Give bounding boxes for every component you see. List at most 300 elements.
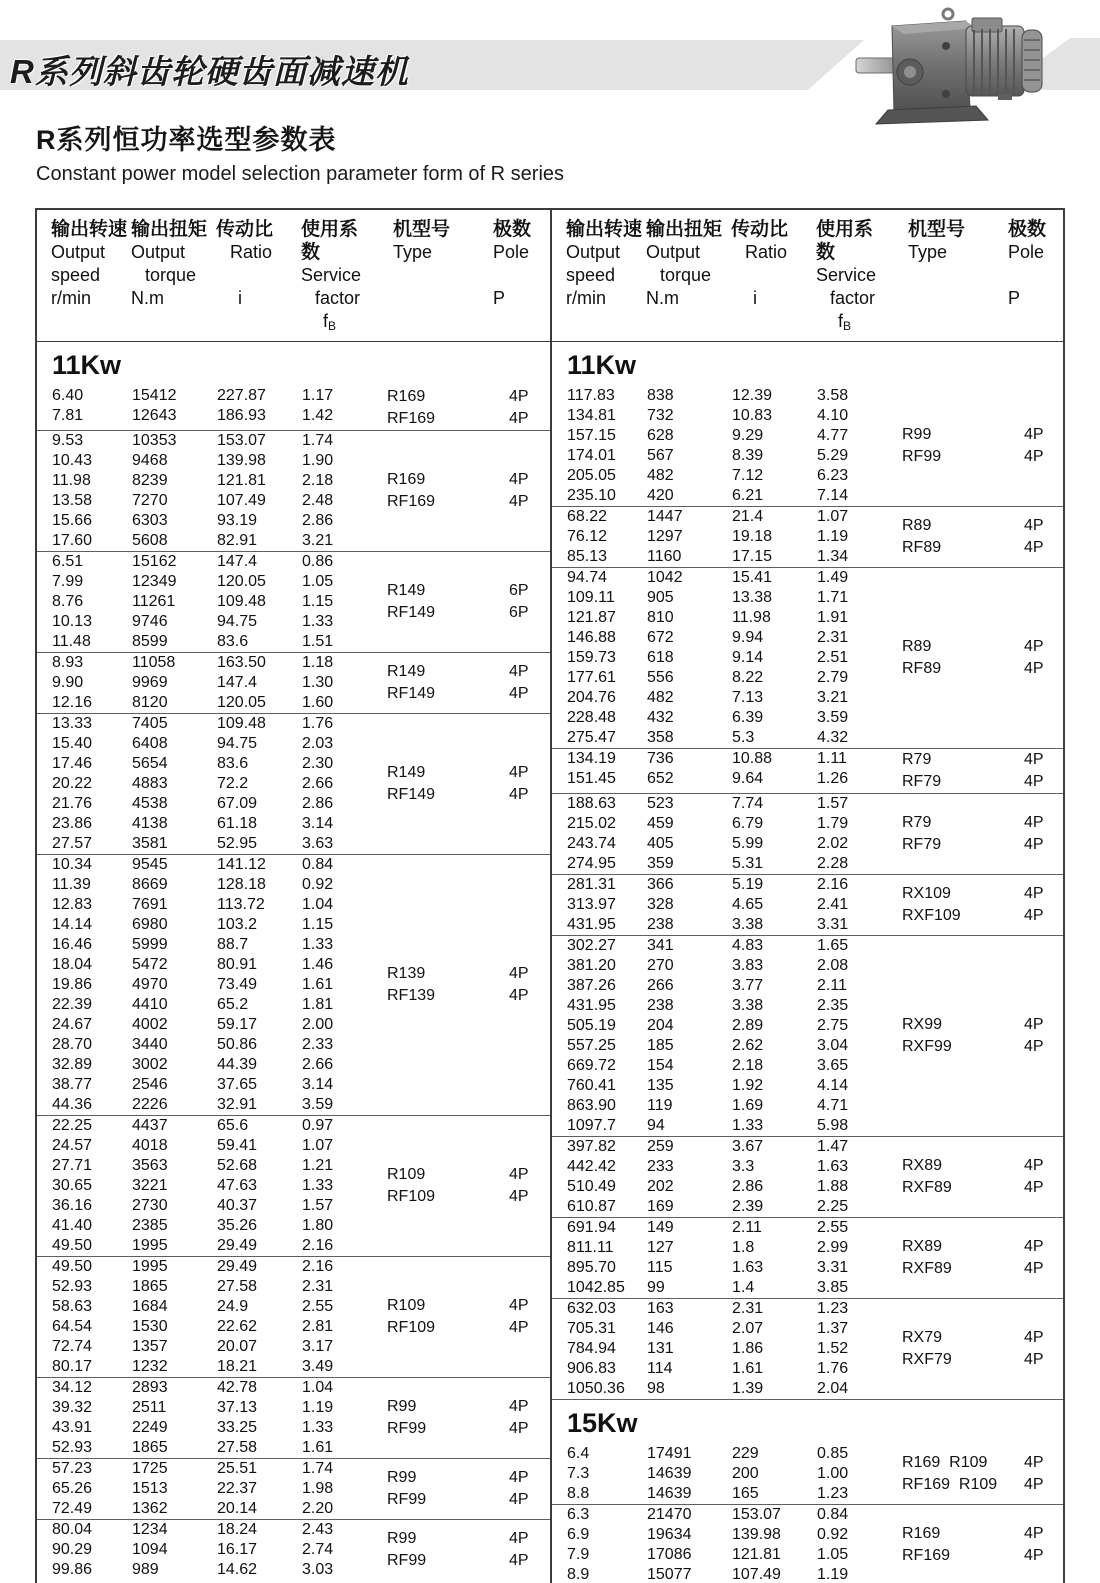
- pole-label: 4P: [1024, 1476, 1044, 1493]
- group-rows: [37, 552, 387, 652]
- table-row: [52, 471, 387, 491]
- speed-cell: 17.60: [52, 532, 93, 549]
- parameter-group: [552, 1444, 1063, 1504]
- service-factor-cell: 1.88: [817, 1178, 849, 1195]
- pole-column: [509, 855, 550, 1115]
- pole-label: 4P: [1024, 638, 1044, 655]
- ratio-cell: 47.63: [217, 1177, 258, 1194]
- torque-cell: 9468: [132, 452, 168, 469]
- speed-cell: 30.65: [52, 1177, 93, 1194]
- torque-cell: 2893: [132, 1379, 168, 1396]
- torque-cell: 2511: [132, 1399, 167, 1416]
- table-row: [52, 1560, 387, 1580]
- torque-cell: 4538: [132, 795, 168, 812]
- pole-column: [1024, 1137, 1063, 1217]
- parameter-group: [552, 1504, 1063, 1583]
- service-factor-cell: 1.47: [817, 1138, 849, 1155]
- service-factor-cell: 1.80: [302, 1217, 334, 1234]
- speed-cell: 8.8: [567, 1485, 590, 1502]
- table-row: [567, 628, 902, 648]
- pole-label: 4P: [509, 1469, 529, 1486]
- table-row: [567, 728, 902, 748]
- service-factor-cell: 1.74: [302, 432, 334, 449]
- ratio-cell: 3.38: [732, 916, 764, 933]
- group-rows: [37, 855, 387, 1115]
- type-label: RF169 R109: [902, 1476, 998, 1493]
- table-row: [567, 426, 902, 446]
- type-column: [902, 507, 1024, 567]
- torque-cell: 11261: [132, 593, 176, 610]
- torque-cell: 2385: [132, 1217, 168, 1234]
- torque-cell: 15412: [132, 387, 177, 404]
- torque-cell: 238: [647, 997, 674, 1014]
- service-factor-cell: 2.79: [817, 669, 849, 686]
- torque-cell: 4437: [132, 1117, 168, 1134]
- table-row: [567, 1177, 902, 1197]
- pole-label: 4P: [509, 1491, 529, 1508]
- table-row: [52, 386, 387, 406]
- table-row: [52, 406, 387, 426]
- parameter-group: [552, 1298, 1063, 1399]
- speed-cell: 44.36: [52, 1096, 93, 1113]
- table-row: [52, 431, 387, 451]
- torque-cell: 14639: [647, 1485, 692, 1502]
- torque-cell: 4002: [132, 1016, 168, 1033]
- speed-cell: 22.25: [52, 1117, 93, 1134]
- type-label: R169: [387, 471, 426, 488]
- speed-cell: 10.34: [52, 856, 93, 873]
- service-factor-cell: 0.86: [302, 553, 334, 570]
- table-row: [52, 1357, 387, 1377]
- group-rows: [552, 749, 902, 793]
- ratio-cell: 163.50: [217, 654, 266, 671]
- group-rows: [552, 1137, 902, 1217]
- type-label: R109: [387, 1166, 426, 1183]
- table-row: [567, 1036, 902, 1056]
- ratio-cell: 227.87: [217, 387, 266, 404]
- service-factor-cell: 2.81: [302, 1318, 334, 1335]
- table-row: [52, 895, 387, 915]
- service-factor-cell: 2.25: [817, 1198, 849, 1215]
- table-row: [567, 834, 902, 854]
- service-factor-cell: 3.14: [302, 815, 334, 832]
- table-row: [567, 1484, 902, 1504]
- ratio-cell: 83.6: [217, 633, 249, 650]
- service-factor-cell: 3.04: [817, 1037, 849, 1054]
- service-factor-cell: 2.55: [817, 1219, 849, 1236]
- ratio-cell: 1.69: [732, 1097, 764, 1114]
- speed-cell: 1042.85: [567, 1279, 625, 1296]
- torque-cell: 2730: [132, 1197, 168, 1214]
- ratio-cell: 65.6: [217, 1117, 249, 1134]
- service-factor-cell: 2.03: [302, 735, 334, 752]
- speed-cell: 80.04: [52, 1521, 93, 1538]
- torque-cell: 1684: [132, 1298, 168, 1315]
- parameter-group: [37, 713, 550, 854]
- torque-cell: 3440: [132, 1036, 168, 1053]
- table-row: [52, 1075, 387, 1095]
- ratio-cell: 229: [732, 1445, 759, 1462]
- table-row: [52, 511, 387, 531]
- ratio-cell: 3.77: [732, 977, 764, 994]
- speed-cell: 895.70: [567, 1259, 616, 1276]
- speed-cell: 11.98: [52, 472, 91, 489]
- pole-label: 4P: [1024, 1038, 1044, 1055]
- service-factor-cell: 6.23: [817, 467, 849, 484]
- speed-cell: 7.81: [52, 407, 84, 424]
- speed-cell: 24.67: [52, 1016, 93, 1033]
- speed-cell: 387.26: [567, 977, 616, 994]
- parameter-group: [37, 854, 550, 1115]
- pole-column: [509, 431, 550, 551]
- torque-cell: 19634: [647, 1526, 692, 1543]
- pole-label: 4P: [1024, 517, 1044, 534]
- speed-cell: 8.9: [567, 1566, 590, 1583]
- speed-cell: 6.3: [567, 1506, 590, 1523]
- ratio-cell: 2.39: [732, 1198, 764, 1215]
- speed-cell: 85.13: [567, 548, 608, 565]
- pole-column: [509, 1116, 550, 1256]
- pole-label: 4P: [1024, 751, 1044, 768]
- table-row: [567, 1525, 902, 1545]
- torque-cell: 905: [647, 589, 674, 606]
- pole-column: [1024, 568, 1063, 748]
- type-column: [902, 1299, 1024, 1399]
- type-column: [902, 568, 1024, 748]
- table-row: [567, 1076, 902, 1096]
- table-row: [52, 592, 387, 612]
- pole-label: 4P: [1024, 1329, 1044, 1346]
- service-factor-cell: 1.21: [302, 1157, 334, 1174]
- pole-label: 4P: [509, 410, 529, 427]
- ratio-cell: 52.95: [217, 835, 258, 852]
- type-label: RF169: [387, 493, 436, 510]
- ratio-cell: 200: [732, 1465, 759, 1482]
- speed-cell: 204.76: [567, 689, 616, 706]
- torque-cell: 8669: [132, 876, 168, 893]
- type-label: RXF109: [902, 907, 961, 924]
- ratio-cell: 120.05: [217, 573, 266, 590]
- parameter-group: [37, 1377, 550, 1458]
- type-label: RF99: [387, 1552, 427, 1569]
- ratio-cell: 24.9: [217, 1298, 249, 1315]
- torque-cell: 163: [647, 1300, 674, 1317]
- speed-cell: 313.97: [567, 896, 616, 913]
- torque-cell: 8239: [132, 472, 168, 489]
- page-header-banner: [0, 0, 1100, 130]
- torque-cell: 459: [647, 815, 674, 832]
- ratio-cell: 11.98: [732, 609, 771, 626]
- service-factor-cell: 2.33: [302, 1036, 334, 1053]
- torque-cell: 1042: [647, 569, 683, 586]
- torque-cell: 1447: [647, 508, 683, 525]
- table-row: [52, 794, 387, 814]
- ratio-cell: 29.49: [217, 1258, 258, 1275]
- type-label: RF169: [902, 1547, 951, 1564]
- ratio-cell: 44.39: [217, 1056, 258, 1073]
- type-label: R99: [387, 1398, 417, 1415]
- service-factor-cell: 2.04: [817, 1380, 849, 1397]
- type-label: RXF99: [902, 1038, 952, 1055]
- ratio-cell: 2.86: [732, 1178, 764, 1195]
- torque-cell: 9545: [132, 856, 168, 873]
- type-label: RXF89: [902, 1179, 952, 1196]
- table-row: [567, 1565, 902, 1583]
- service-factor-cell: 1.61: [302, 976, 334, 993]
- type-column: [902, 936, 1024, 1136]
- ratio-cell: 5.3: [732, 729, 755, 746]
- table-row: [52, 1257, 387, 1277]
- table-row: [52, 1176, 387, 1196]
- ratio-cell: 1.63: [732, 1259, 764, 1276]
- type-label: RF79: [902, 773, 942, 790]
- speed-cell: 14.14: [52, 916, 93, 933]
- col-header-pole: 极数 Pole P: [1008, 219, 1047, 308]
- group-rows: [37, 1378, 387, 1458]
- table-row: [567, 507, 902, 527]
- table-row: [52, 1378, 387, 1398]
- pole-column: [509, 714, 550, 854]
- type-label: R139: [387, 965, 426, 982]
- table-row: [567, 1218, 902, 1238]
- service-factor-cell: 1.19: [817, 528, 849, 545]
- speed-cell: 34.12: [52, 1379, 93, 1396]
- col-header-service: 使用系数 Service factor fB: [816, 219, 877, 333]
- service-factor-cell: 2.08: [817, 957, 849, 974]
- ratio-cell: 73.49: [217, 976, 258, 993]
- pole-column: [1024, 1299, 1063, 1399]
- pole-label: 4P: [509, 1166, 529, 1183]
- torque-cell: 1362: [132, 1500, 168, 1517]
- pole-column: [509, 1257, 550, 1377]
- service-factor-cell: 0.84: [302, 856, 334, 873]
- pole-label: 4P: [509, 685, 529, 702]
- pole-label: 4P: [509, 987, 529, 1004]
- table-row: [52, 1418, 387, 1438]
- speed-cell: 235.10: [567, 487, 616, 504]
- ratio-cell: 67.09: [217, 795, 258, 812]
- table-row: [52, 552, 387, 572]
- type-label: RF109: [387, 1188, 436, 1205]
- pole-label: 4P: [509, 764, 529, 781]
- torque-cell: 556: [647, 669, 674, 686]
- table-row: [52, 531, 387, 551]
- type-column: [387, 1257, 509, 1377]
- table-row: [52, 1297, 387, 1317]
- service-factor-cell: 1.30: [302, 674, 334, 691]
- service-factor-cell: 5.29: [817, 447, 849, 464]
- torque-cell: 259: [647, 1138, 674, 1155]
- table-row: [567, 749, 902, 769]
- table-row: [567, 1464, 902, 1484]
- table-row: [52, 1216, 387, 1236]
- service-factor-cell: 3.31: [817, 1259, 849, 1276]
- ratio-cell: 4.65: [732, 896, 764, 913]
- pole-label: 4P: [1024, 1179, 1044, 1196]
- ratio-cell: 153.07: [732, 1506, 781, 1523]
- pole-label: 4P: [1024, 1525, 1044, 1542]
- torque-cell: 432: [647, 709, 674, 726]
- ratio-cell: 22.37: [217, 1480, 258, 1497]
- parameter-group: [552, 874, 1063, 935]
- ratio-cell: 2.62: [732, 1037, 764, 1054]
- pole-label: 6P: [509, 582, 529, 599]
- type-label: RF139: [387, 987, 436, 1004]
- speed-cell: 72.74: [52, 1338, 93, 1355]
- pole-column: [509, 1459, 550, 1519]
- torque-cell: 838: [647, 387, 674, 404]
- service-factor-cell: 0.97: [302, 1117, 334, 1134]
- torque-cell: 204: [647, 1017, 674, 1034]
- service-factor-cell: 1.18: [302, 654, 334, 671]
- ratio-cell: 5.19: [732, 876, 764, 893]
- table-row: [52, 875, 387, 895]
- type-column: [387, 855, 509, 1115]
- pole-label: 4P: [509, 663, 529, 680]
- speed-cell: 811.11: [567, 1239, 614, 1256]
- type-label: RF169: [387, 410, 436, 427]
- pole-label: 4P: [509, 1420, 529, 1437]
- type-column: [387, 1459, 509, 1519]
- parameter-group: [37, 430, 550, 551]
- service-factor-cell: 1.07: [817, 508, 849, 525]
- pole-column: [509, 653, 550, 713]
- speed-cell: 760.41: [567, 1077, 616, 1094]
- ratio-cell: 3.3: [732, 1158, 755, 1175]
- type-label: RF89: [902, 539, 942, 556]
- pole-column: [509, 1378, 550, 1458]
- type-column: [902, 1137, 1024, 1217]
- page-title: R系列恒功率选型参数表: [36, 125, 337, 155]
- table-row: [52, 855, 387, 875]
- torque-cell: 628: [647, 427, 674, 444]
- speed-cell: 10.43: [52, 452, 93, 469]
- group-rows: [37, 386, 387, 430]
- speed-cell: 784.94: [567, 1340, 616, 1357]
- torque-cell: 94: [647, 1117, 665, 1134]
- ratio-cell: 40.37: [217, 1197, 258, 1214]
- speed-cell: 121.87: [567, 609, 616, 626]
- ratio-cell: 83.6: [217, 755, 249, 772]
- ratio-cell: 3.83: [732, 957, 764, 974]
- table-row: [52, 612, 387, 632]
- speed-cell: 21.76: [52, 795, 93, 812]
- speed-cell: 9.53: [52, 432, 84, 449]
- torque-cell: 736: [647, 750, 674, 767]
- speed-cell: 41.40: [52, 1217, 93, 1234]
- parameter-group: [552, 567, 1063, 748]
- table-row: [52, 714, 387, 734]
- type-label: R149: [387, 764, 426, 781]
- service-factor-cell: 1.65: [817, 937, 849, 954]
- pole-column: [509, 552, 550, 652]
- table-row: [567, 1278, 902, 1298]
- pole-label: 4P: [509, 1319, 529, 1336]
- torque-cell: 4018: [132, 1137, 168, 1154]
- speed-cell: 52.93: [52, 1439, 93, 1456]
- service-factor-cell: 1.07: [302, 1137, 334, 1154]
- torque-cell: 1234: [132, 1521, 168, 1538]
- speed-cell: 134.19: [567, 750, 616, 767]
- service-factor-cell: 2.86: [302, 795, 334, 812]
- type-label: R169 R109: [902, 1454, 988, 1471]
- service-factor-cell: 5.98: [817, 1117, 849, 1134]
- ratio-cell: 1.61: [732, 1360, 764, 1377]
- speed-cell: 9.90: [52, 674, 84, 691]
- torque-cell: 1094: [132, 1541, 168, 1558]
- type-label: R109: [387, 1297, 426, 1314]
- ratio-cell: 2.07: [732, 1320, 764, 1337]
- ratio-cell: 20.07: [217, 1338, 258, 1355]
- table-row: [567, 915, 902, 935]
- torque-cell: 523: [647, 795, 674, 812]
- ratio-cell: 121.81: [732, 1546, 781, 1563]
- service-factor-cell: 3.65: [817, 1057, 849, 1074]
- table-row: [567, 956, 902, 976]
- table-row: [567, 466, 902, 486]
- service-factor-cell: 2.18: [302, 472, 334, 489]
- table-row: [52, 1116, 387, 1136]
- speed-cell: 72.49: [52, 1500, 93, 1517]
- torque-cell: 1232: [132, 1358, 168, 1375]
- table-row: [52, 1156, 387, 1176]
- torque-cell: 8120: [132, 694, 168, 711]
- pole-column: [1024, 875, 1063, 935]
- col-header-type: 机型号 Type: [393, 219, 451, 262]
- ratio-cell: 1.33: [732, 1117, 764, 1134]
- torque-cell: 2546: [132, 1076, 168, 1093]
- speed-cell: 177.61: [567, 669, 616, 686]
- ratio-cell: 27.58: [217, 1278, 258, 1295]
- torque-cell: 131: [647, 1340, 674, 1357]
- torque-cell: 135: [647, 1077, 674, 1094]
- service-factor-cell: 1.04: [302, 1379, 334, 1396]
- service-factor-cell: 2.00: [302, 1016, 334, 1033]
- speed-cell: 159.73: [567, 649, 616, 666]
- ratio-cell: 165: [732, 1485, 759, 1502]
- torque-cell: 405: [647, 835, 674, 852]
- table-row: [567, 996, 902, 1016]
- torque-cell: 6980: [132, 916, 168, 933]
- service-factor-cell: 1.15: [302, 916, 334, 933]
- table-row: [567, 446, 902, 466]
- speed-cell: 28.70: [52, 1036, 93, 1053]
- service-factor-cell: 4.77: [817, 427, 849, 444]
- speed-cell: 99.86: [52, 1561, 93, 1578]
- type-label: RX79: [902, 1329, 943, 1346]
- speed-cell: 49.50: [52, 1258, 93, 1275]
- service-factor-cell: 4.32: [817, 729, 849, 746]
- pole-label: 4P: [509, 786, 529, 803]
- type-label: RF79: [902, 836, 942, 853]
- type-column: [387, 552, 509, 652]
- pole-label: 4P: [1024, 1454, 1044, 1471]
- pole-label: 4P: [1024, 426, 1044, 443]
- service-factor-cell: 2.02: [817, 835, 849, 852]
- table-row: [52, 693, 387, 713]
- parameter-group: [552, 748, 1063, 793]
- table-row: [52, 995, 387, 1015]
- speed-cell: 15.66: [52, 512, 93, 529]
- type-label: R79: [902, 751, 932, 768]
- table-row: [567, 1137, 902, 1157]
- ratio-cell: 14.62: [217, 1561, 258, 1578]
- table-row: [52, 1438, 387, 1458]
- table-row: [567, 1116, 902, 1136]
- parameter-group: [552, 1136, 1063, 1217]
- table-row: [52, 632, 387, 652]
- type-column: [387, 1378, 509, 1458]
